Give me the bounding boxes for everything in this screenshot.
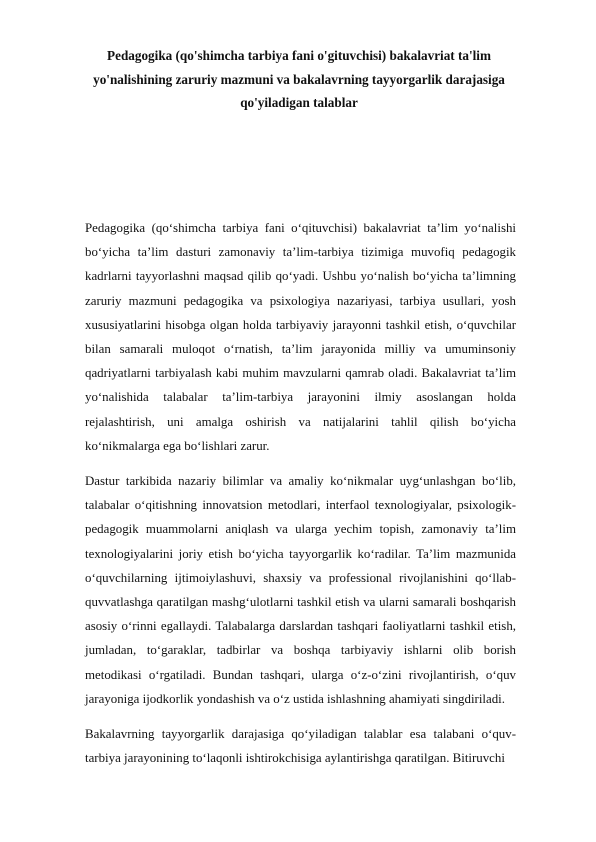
paragraph-2: Dastur tarkibida nazariy bilimlar va amaliy ko‘nikmalar uyg‘unlashgan bo‘lib, talabalar o‘qitishning innovatsion metodlari, interfaol texnologiyalar, psixologik-pedagogik muammolarni aniqlash va ularga yechim topish, zamonaviy ta’lim texnologiyalarini joriy etish bo‘yicha tayyorgarlik ko‘radilar. Ta’lim mazmunida o‘quvchilarning ijtimoiylashuvi, shaxsiy va professional rivojlanishini qo‘llab-quvvatlashga qaratilgan mashg‘ulotlarni tashkil etish va ularni samarali boshqarish asosiy o‘rinni egallaydi. Talabalarga darslardan tashqari faoliyatlarni tashkil etish, jumladan, to‘garaklar, tadbirlar va boshqa tarbiyaviy ishlarni olib borish metodikasi o‘rgatiladi. Bundan tashqari, ularga o‘z-o‘zini rivojlantirish, o‘quv jarayoniga ijodkorlik yondashish va o‘z ustida ishlashning ahamiyati singdiriladi. — [85, 474, 516, 706]
paragraph-3: Bakalavrning tayyorgarlik darajasiga qo‘yiladigan talablar esa talabani o‘quv-tarbiya jarayonining to‘laqonli ishtirokchisiga aylantirishga qaratilgan. Bitiruvchi — [85, 727, 516, 766]
document-title: Pedagogika (qo'shimcha tarbiya fani o'gituvchisi) bakalavriat ta'lim yo'nalishining zaruriy mazmuni va bakalavrning tayyorgarlik darajasiga qo'yiladigan talablar — [93, 48, 505, 110]
document-body — [85, 216, 516, 781]
paragraph-1: Pedagogika (qo‘shimcha tarbiya fani o‘qituvchisi) bakalavriat ta’lim yo‘nalishi bo‘yicha ta’lim dasturi zamonaviy ta’lim-tarbiya tizimiga muvofiq pedagogik kadrlarni tayyorlashni maqsad qilib qo‘yadi. Ushbu yo‘nalish bo‘yicha ta’limning zaruriy mazmuni pedagogika va psixologiya nazariyasi, tarbiya usullari, yosh xususiyatlarini hisobga olgan holda tarbiyaviy jarayonni tashkil etish, o‘quvchilar bilan samarali muloqot o‘rnatish, ta’lim jarayonida milliy va umuminsoniy qadriyatlarni tarbiyalash kabi muhim mavzularni qamrab oladi. Bakalavriat ta’lim yo‘nalishida talabalar ta’lim-tarbiya jarayonini ilmiy asoslangan holda rejalashtirish, uni amalga oshirish va natijalarini tahlil qilish bo‘yicha ko‘nikmalarga ega bo‘lishlari zarur. — [85, 221, 516, 453]
